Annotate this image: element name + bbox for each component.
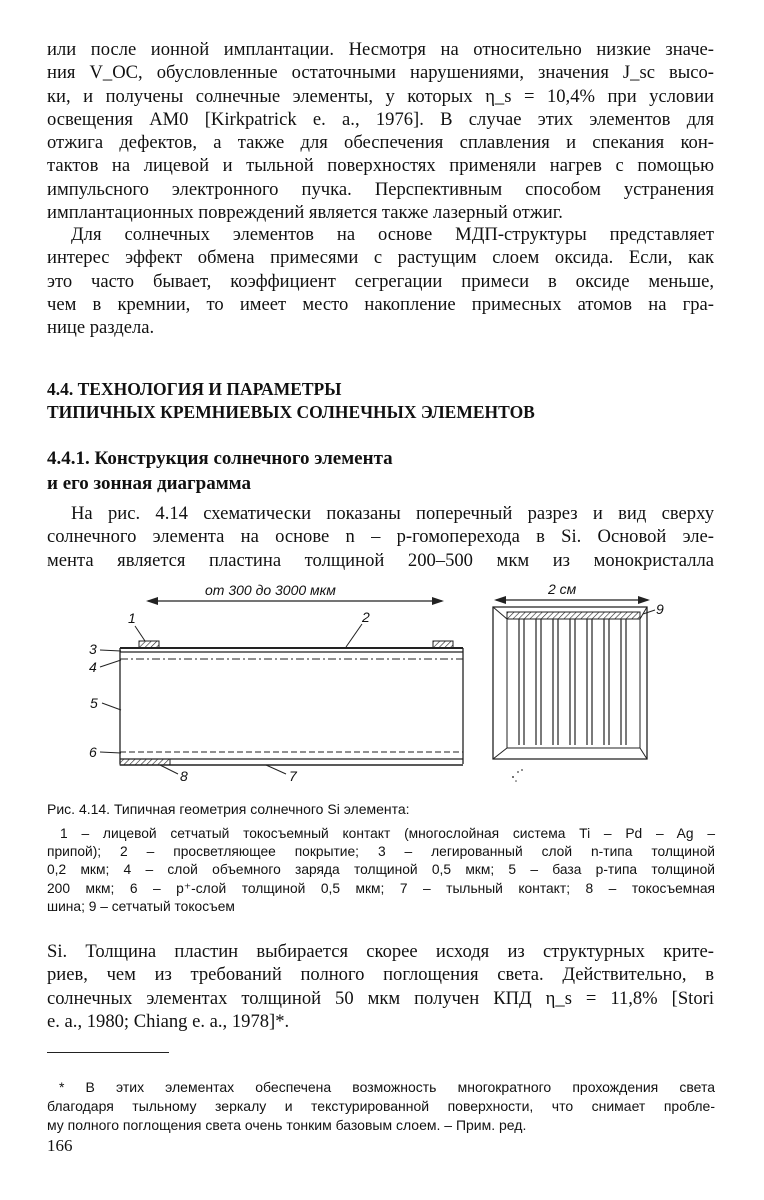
text-line: e. a., 1980; Chiang e. a., 1978]*. <box>47 1010 290 1032</box>
text-line: ки, и получены солнечные элементы, у которых η_s = 10,4% при условии <box>47 85 714 107</box>
text-line: чем в кремнии, то имеет место накопление примесных атомов на гра- <box>47 293 714 315</box>
footnote-line: * В этих элементах обеспечена возможность многократного прохождения света <box>59 1079 715 1095</box>
subsection-heading-line: и его зонная диаграмма <box>47 473 251 494</box>
leader-line-3 <box>100 650 121 651</box>
text-line: солнечного элемента на основе n – p-гомоперехода в Si. Основой эле- <box>47 526 714 548</box>
dimension-arrow-top-view <box>494 596 650 604</box>
leader-line-1 <box>135 626 145 641</box>
figure-label: 7 <box>289 768 297 784</box>
text-line: или после ионной имплантации. Несмотря на относительно низкие значе- <box>47 39 714 60</box>
text-line: солнечных элементах толщиной 50 мкм получен КПД η_s = 11,8% [Stori <box>47 987 714 1009</box>
dimension-label-top-view: 2 см <box>548 581 577 597</box>
footnote-rule <box>47 1052 169 1053</box>
text-line: ния V_OC, обусловленные остаточными нарушениями, значения J_sc высо- <box>47 62 714 84</box>
figure-label: 9 <box>656 601 664 617</box>
leader-line-2 <box>346 624 362 647</box>
text-line: мента является пластина толщиной 200–500 мкм из монокристалла <box>47 549 714 571</box>
leader-line-6 <box>100 752 121 753</box>
text-line: Si. Толщина пластин выбирается скорее исходя из структурных крите- <box>47 941 714 962</box>
figure-label: 4 <box>89 659 97 675</box>
footnote <box>47 1078 715 1135</box>
leader-line-7 <box>266 765 286 774</box>
leader-line-8 <box>160 765 178 774</box>
figure-label: 6 <box>89 744 97 760</box>
dimension-arrow-width <box>146 597 444 605</box>
text-line: это часто бывает, коэффициент сегрегации примеси в оксиде меньше, <box>47 270 714 292</box>
text-line: На рис. 4.14 схематически показаны поперечный разрез и вид сверху <box>71 503 714 524</box>
figure-caption <box>47 800 715 917</box>
footnote-line: благодаря тыльному зеркалу и текстурированной поверхности, что снимает пробле- <box>47 1098 715 1114</box>
caption-line: шина; 9 – сетчатый токосъем <box>47 899 235 915</box>
figure-label: 2 <box>362 609 370 625</box>
text-line: тактов на лицевой и тыльной поверхностях применяли нагрев с помощью <box>47 155 714 177</box>
text-line: имплантационных повреждений является также лазерный отжиг. <box>47 202 563 224</box>
caption-body <box>47 825 715 917</box>
busbar <box>120 759 170 765</box>
text-line: риев, чем из требований полного поглощения света. Действительно, в <box>47 964 714 986</box>
front-grid-contact <box>433 641 453 648</box>
scan-dots <box>512 769 523 782</box>
figure-label: 1 <box>128 610 136 626</box>
caption-line: 0,2 мкм; 4 – слой объемного заряда толщиной 0,5 мкм; 5 – база p-типа толщиной <box>47 862 715 878</box>
figure-label: 8 <box>180 768 188 784</box>
caption-line: 1 – лицевой сетчатый токосъемный контакт (многослойная система Ti – Pd – Ag – <box>60 825 715 841</box>
cross-section-drawing <box>100 624 463 774</box>
caption-title: Рис. 4.14. Типичная геометрия солнечного Si элемента: <box>47 801 410 817</box>
caption-line: припой); 2 – просветляющее покрытие; 3 – легированный слой n-типа толщиной <box>47 843 715 859</box>
page-number: 166 <box>47 1136 73 1155</box>
paragraph-wafer-thickness <box>47 940 714 1033</box>
section-heading-line: ТИПИЧНЫХ КРЕМНИЕВЫХ СОЛНЕЧНЫХ ЭЛЕМЕНТОВ <box>47 402 535 422</box>
caption-line: 200 мкм; 6 – p⁺-слой толщиной 0,5 мкм; 7 – тыльный контакт; 8 – токосъемная <box>47 880 715 896</box>
leader-line-5 <box>102 703 121 710</box>
footnote-line: му полного поглощения света очень тонким базовым слоем. – Прим. ред. <box>47 1117 527 1133</box>
text-line: интерес эффект обмена примесями с растущим слоем оксида. Если, как <box>47 247 714 269</box>
section-heading-line: 4.4. ТЕХНОЛОГИЯ И ПАРАМЕТРЫ <box>47 379 342 399</box>
leader-line-4 <box>100 660 121 667</box>
figure-label: 5 <box>90 695 98 711</box>
dimension-label-width: от 300 до 3000 мкм <box>205 582 336 598</box>
front-grid-contact <box>139 641 159 648</box>
text-line: импульсного электронного пучка. Перспективным способом устранения <box>47 178 714 200</box>
subsection-heading-line: 4.4.1. Конструкция солнечного элемента <box>47 448 393 469</box>
text-line: Для солнечных элементов на основе МДП-структуры представляет <box>71 224 714 245</box>
text-line: нице раздела. <box>47 317 155 339</box>
text-line: отжига дефектов, а также для обеспечения сплавления и спекания кон- <box>47 132 714 154</box>
top-view-drawing <box>493 607 655 782</box>
text-line: освещения АМ0 [Kirkpatrick e. a., 1976]. В случае этих элементов для <box>47 108 714 130</box>
figure-label: 3 <box>89 641 97 657</box>
